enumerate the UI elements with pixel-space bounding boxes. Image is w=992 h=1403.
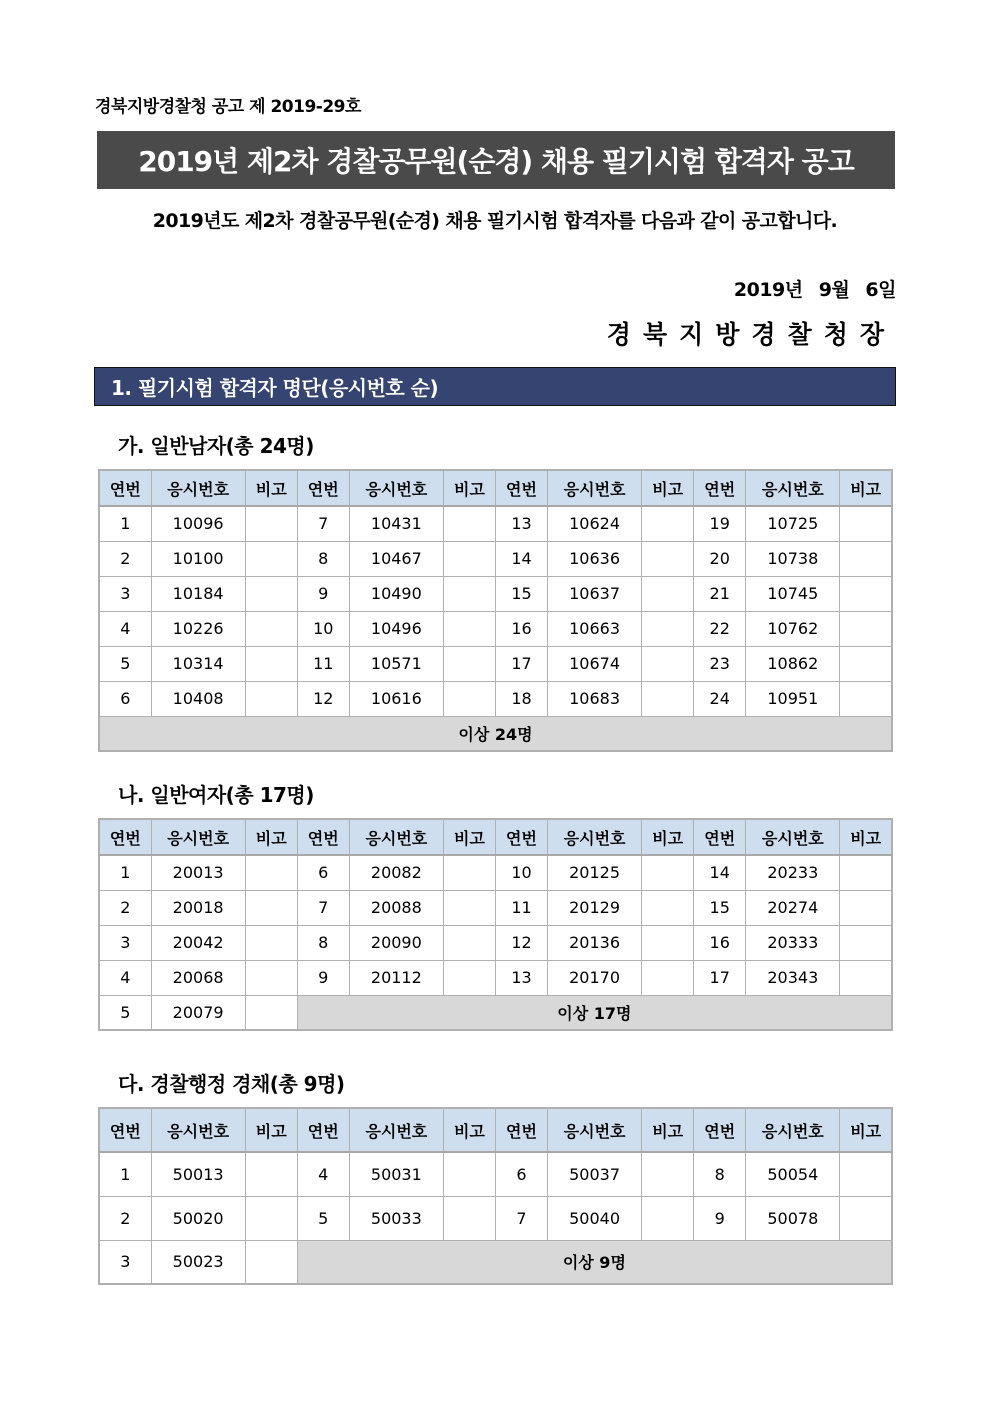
group-title-female: 나. 일반여자(총 17명) [118,783,314,807]
remarks-cell [642,960,694,995]
serial-number-cell: 10 [297,611,349,646]
remarks-cell [443,890,495,925]
column-header: 비고 [642,819,694,855]
exam-number-cell: 20170 [548,960,642,995]
column-header: 연번 [694,1108,746,1152]
column-header: 비고 [443,470,495,506]
group-title-male: 가. 일반남자(총 24명) [118,434,314,458]
column-header: 응시번호 [746,819,840,855]
remarks-cell [840,681,892,716]
exam-number-cell: 10738 [746,541,840,576]
column-header: 연번 [297,1108,349,1152]
serial-number-cell: 15 [694,890,746,925]
group-title-admin: 다. 경찰행정 경채(총 9명) [118,1072,345,1096]
exam-number-cell: 20343 [746,960,840,995]
table-header-row [99,1108,892,1152]
table-row [99,855,892,890]
exam-number-cell: 10745 [746,576,840,611]
remarks-cell [642,1196,694,1240]
exam-number-cell: 10571 [349,646,443,681]
column-header: 연번 [99,819,151,855]
remarks-cell [840,925,892,960]
remarks-cell [642,541,694,576]
serial-number-cell: 8 [694,1152,746,1196]
column-header: 응시번호 [548,819,642,855]
remarks-cell [443,611,495,646]
table-row [99,646,892,681]
column-header: 연번 [495,470,547,506]
column-header: 비고 [840,470,892,506]
announcement-date: 2019년 9월 6일 [733,279,896,301]
column-header: 연번 [694,470,746,506]
column-header: 비고 [443,1108,495,1152]
column-header: 비고 [642,470,694,506]
total-count: 이상 9명 [297,1240,892,1284]
notice-number: 경북지방경찰청 공고 제 2019-29호 [95,97,361,117]
remarks-cell [840,960,892,995]
column-header: 응시번호 [746,470,840,506]
remarks-cell [443,576,495,611]
serial-number-cell: 18 [495,681,547,716]
column-header: 비고 [840,1108,892,1152]
serial-number-cell: 3 [99,925,151,960]
remarks-cell [840,576,892,611]
exam-number-cell: 50020 [151,1196,245,1240]
exam-number-cell: 20068 [151,960,245,995]
serial-number-cell: 8 [297,925,349,960]
exam-number-cell: 50031 [349,1152,443,1196]
exam-number-cell: 20090 [349,925,443,960]
remarks-cell [840,506,892,541]
serial-number-cell: 13 [495,506,547,541]
serial-number-cell: 23 [694,646,746,681]
exam-number-cell: 50013 [151,1152,245,1196]
serial-number-cell: 12 [297,681,349,716]
roster-table-admin [98,1107,893,1285]
summary-row [99,716,892,751]
exam-number-cell: 20013 [151,855,245,890]
column-header: 비고 [245,1108,297,1152]
exam-number-cell: 20082 [349,855,443,890]
table-row [99,541,892,576]
remarks-cell [840,611,892,646]
serial-number-cell: 1 [99,1152,151,1196]
serial-number-cell: 21 [694,576,746,611]
serial-number-cell: 3 [99,576,151,611]
exam-number-cell: 10725 [746,506,840,541]
column-header: 비고 [443,819,495,855]
serial-number-cell: 15 [495,576,547,611]
exam-number-cell: 10467 [349,541,443,576]
table-row [99,1152,892,1196]
serial-number-cell: 4 [99,960,151,995]
column-header: 응시번호 [151,1108,245,1152]
serial-number-cell: 2 [99,890,151,925]
serial-number-cell: 5 [99,646,151,681]
table-row [99,1196,892,1240]
exam-number-cell: 10637 [548,576,642,611]
section-title: 1. 필기시험 합격자 명단(응시번호 순) [94,367,896,406]
remarks-cell [443,541,495,576]
exam-number-cell: 10496 [349,611,443,646]
remarks-cell [840,1196,892,1240]
column-header: 응시번호 [349,470,443,506]
exam-number-cell: 20233 [746,855,840,890]
column-header: 응시번호 [151,819,245,855]
exam-number-cell: 10951 [746,681,840,716]
exam-number-cell: 10762 [746,611,840,646]
column-header: 비고 [642,1108,694,1152]
serial-number-cell: 14 [694,855,746,890]
exam-number-cell: 10226 [151,611,245,646]
serial-number-cell: 2 [99,541,151,576]
remarks-cell [443,681,495,716]
remarks-cell [443,855,495,890]
table-body [99,1152,892,1284]
column-header: 연번 [694,819,746,855]
serial-number-cell: 2 [99,1196,151,1240]
remarks-cell [840,890,892,925]
exam-number-cell: 10184 [151,576,245,611]
serial-number-cell: 11 [495,890,547,925]
serial-number-cell: 7 [495,1196,547,1240]
exam-number-cell: 50054 [746,1152,840,1196]
roster-table-female [98,818,893,1031]
table-header-row [99,470,892,506]
exam-number-cell: 20042 [151,925,245,960]
remarks-cell [840,855,892,890]
serial-number-cell: 7 [297,506,349,541]
column-header: 비고 [245,470,297,506]
remarks-cell [245,890,297,925]
column-header: 연번 [297,470,349,506]
remarks-cell [245,995,297,1030]
serial-number-cell: 9 [297,576,349,611]
table-row [99,576,892,611]
serial-number-cell: 12 [495,925,547,960]
serial-number-cell: 8 [297,541,349,576]
exam-number-cell: 20136 [548,925,642,960]
serial-number-cell: 17 [694,960,746,995]
exam-number-cell: 20333 [746,925,840,960]
serial-number-cell: 6 [297,855,349,890]
exam-number-cell: 20018 [151,890,245,925]
serial-number-cell: 5 [99,995,151,1030]
column-header: 응시번호 [548,1108,642,1152]
serial-number-cell: 9 [694,1196,746,1240]
column-header: 비고 [245,819,297,855]
exam-number-cell: 20088 [349,890,443,925]
remarks-cell [642,646,694,681]
remarks-cell [443,506,495,541]
exam-number-cell: 10100 [151,541,245,576]
serial-number-cell: 6 [495,1152,547,1196]
serial-number-cell: 22 [694,611,746,646]
summary-row [99,1240,892,1284]
remarks-cell [245,1240,297,1284]
exam-number-cell: 20129 [548,890,642,925]
serial-number-cell: 20 [694,541,746,576]
roster-table-male [98,469,893,752]
serial-number-cell: 4 [99,611,151,646]
exam-number-cell: 20112 [349,960,443,995]
table-row [99,890,892,925]
issuer-name: 경북지방경찰청장 [606,320,896,349]
remarks-cell [642,890,694,925]
exam-number-cell: 10636 [548,541,642,576]
serial-number-cell: 9 [297,960,349,995]
exam-number-cell: 10674 [548,646,642,681]
exam-number-cell: 20125 [548,855,642,890]
column-header: 응시번호 [349,819,443,855]
serial-number-cell: 16 [495,611,547,646]
serial-number-cell: 14 [495,541,547,576]
exam-number-cell: 20274 [746,890,840,925]
remarks-cell [245,1196,297,1240]
exam-number-cell: 20079 [151,995,245,1030]
remarks-cell [840,541,892,576]
remarks-cell [245,1152,297,1196]
table-body [99,506,892,751]
remarks-cell [443,960,495,995]
total-count: 이상 24명 [99,716,892,751]
exam-number-cell: 10862 [746,646,840,681]
table-body [99,855,892,1030]
remarks-cell [642,611,694,646]
remarks-cell [642,681,694,716]
exam-number-cell: 50033 [349,1196,443,1240]
remarks-cell [245,506,297,541]
summary-row [99,995,892,1030]
exam-number-cell: 10408 [151,681,245,716]
serial-number-cell: 7 [297,890,349,925]
exam-number-cell: 50023 [151,1240,245,1284]
exam-number-cell: 10314 [151,646,245,681]
exam-number-cell: 10096 [151,506,245,541]
exam-number-cell: 50078 [746,1196,840,1240]
exam-number-cell: 50037 [548,1152,642,1196]
remarks-cell [840,1152,892,1196]
remarks-cell [642,1152,694,1196]
remarks-cell [245,611,297,646]
serial-number-cell: 6 [99,681,151,716]
serial-number-cell: 1 [99,506,151,541]
serial-number-cell: 13 [495,960,547,995]
column-header: 연번 [99,1108,151,1152]
remarks-cell [245,541,297,576]
remarks-cell [245,576,297,611]
column-header: 연번 [495,819,547,855]
exam-number-cell: 10616 [349,681,443,716]
exam-number-cell: 10490 [349,576,443,611]
column-header: 연번 [297,819,349,855]
table-row [99,506,892,541]
remarks-cell [443,1196,495,1240]
serial-number-cell: 19 [694,506,746,541]
table-row [99,611,892,646]
serial-number-cell: 24 [694,681,746,716]
document-title: 2019년 제2차 경찰공무원(순경) 채용 필기시험 합격자 공고 [97,131,895,189]
table-row [99,681,892,716]
exam-number-cell: 10624 [548,506,642,541]
column-header: 응시번호 [548,470,642,506]
column-header: 응시번호 [746,1108,840,1152]
column-header: 연번 [495,1108,547,1152]
serial-number-cell: 16 [694,925,746,960]
remarks-cell [642,506,694,541]
serial-number-cell: 10 [495,855,547,890]
exam-number-cell: 10431 [349,506,443,541]
column-header: 응시번호 [349,1108,443,1152]
exam-number-cell: 10683 [548,681,642,716]
remarks-cell [443,646,495,681]
remarks-cell [245,646,297,681]
table-header-row [99,819,892,855]
column-header: 응시번호 [151,470,245,506]
remarks-cell [443,925,495,960]
table-row [99,960,892,995]
intro-text: 2019년도 제2차 경찰공무원(순경) 채용 필기시험 합격자를 다음과 같이 공고합니다. [152,210,838,232]
exam-number-cell: 50040 [548,1196,642,1240]
column-header: 연번 [99,470,151,506]
remarks-cell [642,855,694,890]
serial-number-cell: 1 [99,855,151,890]
remarks-cell [642,925,694,960]
remarks-cell [245,681,297,716]
remarks-cell [245,960,297,995]
column-header: 비고 [840,819,892,855]
remarks-cell [443,1152,495,1196]
remarks-cell [840,646,892,681]
remarks-cell [245,925,297,960]
remarks-cell [642,576,694,611]
total-count: 이상 17명 [297,995,892,1030]
table-row [99,925,892,960]
exam-number-cell: 10663 [548,611,642,646]
remarks-cell [245,855,297,890]
serial-number-cell: 3 [99,1240,151,1284]
serial-number-cell: 11 [297,646,349,681]
serial-number-cell: 17 [495,646,547,681]
serial-number-cell: 5 [297,1196,349,1240]
serial-number-cell: 4 [297,1152,349,1196]
